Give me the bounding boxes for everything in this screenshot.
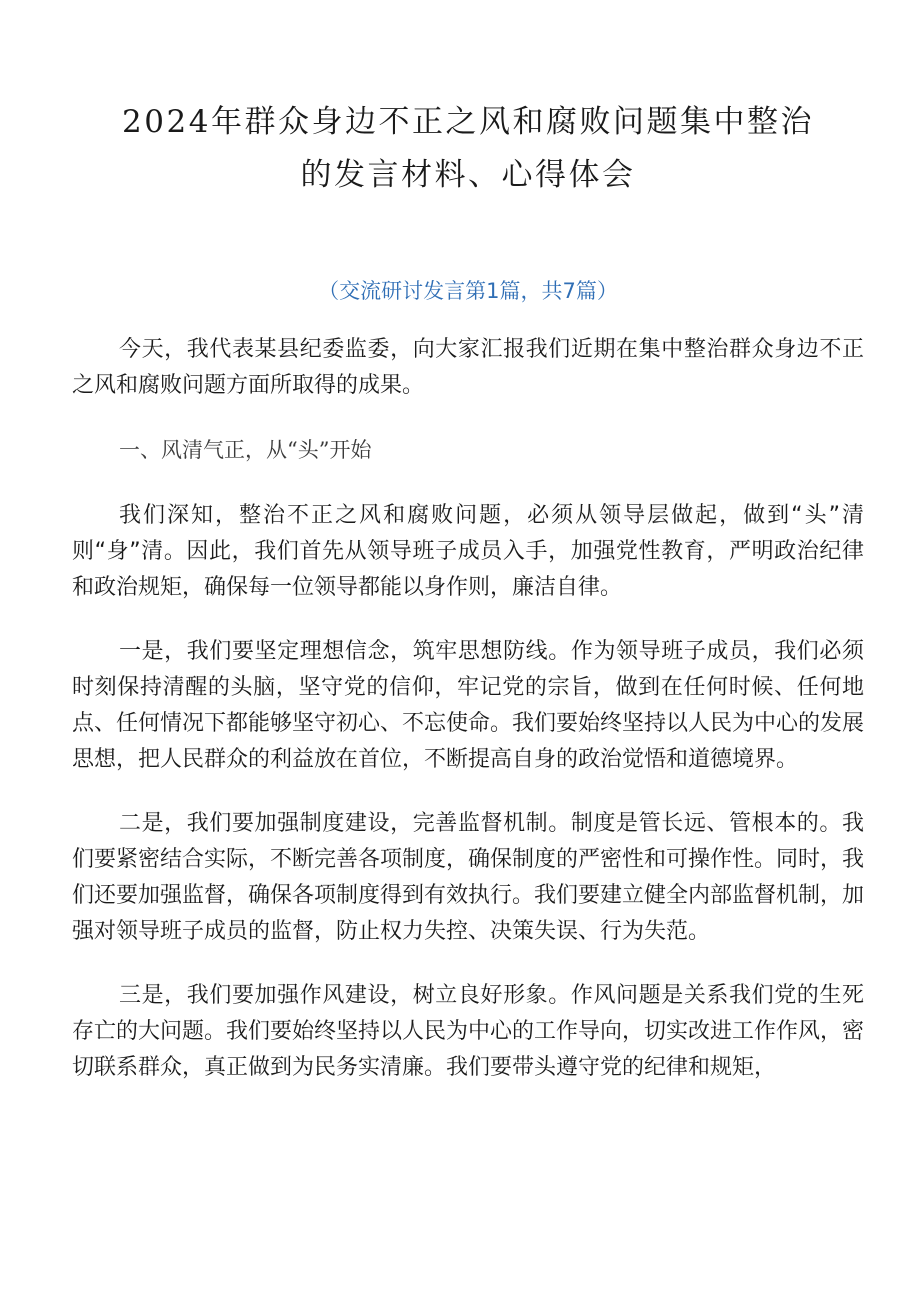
- document-title: 2024年群众身边不正之风和腐败问题集中整治的发言材料、心得体会: [122, 104, 814, 193]
- paragraph-intro: 今天，我代表某县纪委监委，向大家汇报我们近期在集中整治群众身边不正之风和腐败问题方面所取得的成果。: [72, 337, 864, 398]
- document-subtitle: （交流研讨发言第1篇，共7篇）: [318, 279, 618, 303]
- paragraph-point-one: 一是，我们要坚定理想信念，筑牢思想防线。作为领导班子成员，我们必须时刻保持清醒的头脑，坚守党的信仰，牢记党的宗旨，做到在任何时候、任何地点、任何情况下都能够坚守初心、不忘使命。我们要始终坚持以人民为中心的发展思想，把人民群众的利益放在首位，不断提高自身的政治觉悟和道德境界。: [72, 639, 865, 772]
- paragraph-point-two: 二是，我们要加强制度建设，完善监督机制。制度是管长远、管根本的。我们要紧密结合实际，不断完善各项制度，确保制度的严密性和可操作性。同时，我们还要加强监督，确保各项制度得到有效执行。我们要建立健全内部监督机制，加强对领导班子成员的监督，防止权力失控、决策失误、行为失范。: [72, 811, 865, 944]
- paragraph-point-three: 三是，我们要加强作风建设，树立良好形象。作风问题是关系我们党的生死存亡的大问题。我们要始终坚持以人民为中心的工作导向，切实改进工作作风，密切联系群众，真正做到为民务实清廉。我们要带头遵守党的纪律和规矩，: [72, 983, 865, 1080]
- paragraph-leadership: 我们深知，整治不正之风和腐败问题，必须从领导层做起，做到“头”清则“身”清。因此，我们首先从领导班子成员入手，加强党性教育，严明政治纪律和政治规矩，确保每一位领导都能以身作则，廉洁自律。: [72, 503, 864, 600]
- section-heading: 一、风清气正，从“头”开始: [119, 438, 372, 462]
